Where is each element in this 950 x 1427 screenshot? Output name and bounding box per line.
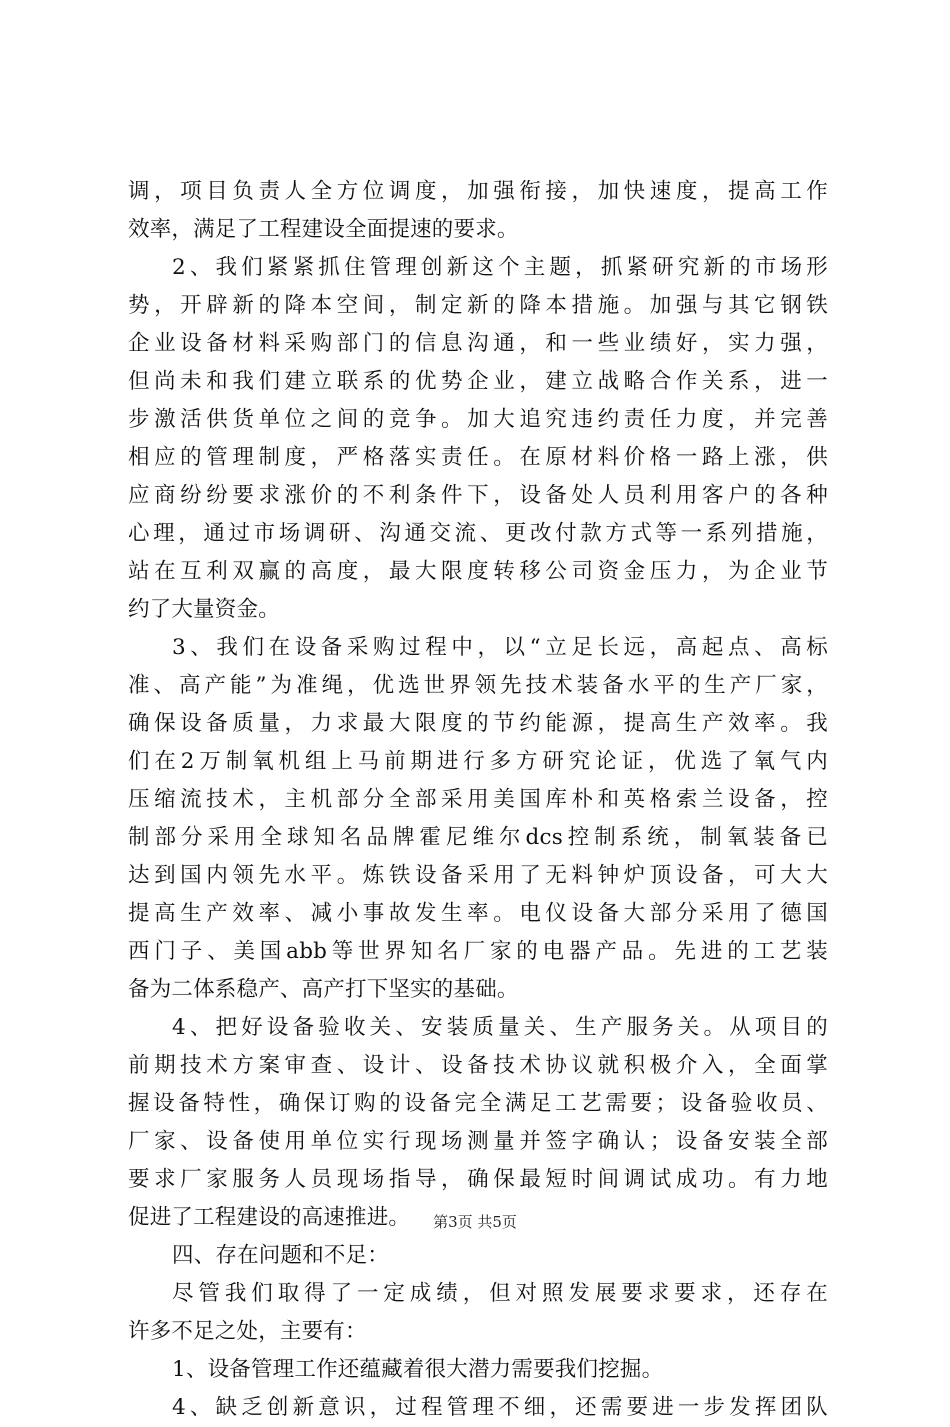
text-line: 势，开辟新的降本空间，制定新的降本措施。加强与其它钢铁 — [128, 293, 828, 318]
text-line: 4、把好设备验收关、安装质量关、生产服务关。从项目的 — [172, 1015, 828, 1040]
text-line: 效率，满足了工程建设全面提速的要求。 — [128, 217, 519, 242]
text-line: 1、设备管理工作还蕴藏着很大潜力需要我们挖掘。 — [172, 1357, 664, 1382]
text-line: 提高生产效率、减小事故发生率。电仪设备大部分采用了德国 — [128, 901, 828, 926]
text-line: 达到国内领先水平。炼铁设备采用了无料钟炉顶设备，可大大 — [128, 863, 828, 888]
text-line: 制部分采用全球知名品牌霍尼维尔dcs控制系统，制氧装备已 — [128, 825, 828, 850]
text-line: 企业设备材料采购部门的信息沟通，和一些业绩好，实力强， — [128, 331, 828, 356]
text-line: 调，项目负责人全方位调度，加强衔接，加快速度，提高工作 — [128, 179, 828, 204]
text-line: 站在互利双赢的高度，最大限度转移公司资金压力，为企业节 — [128, 559, 828, 584]
text-line: 前期技术方案审查、设计、设备技术协议就积极介入，全面掌 — [128, 1053, 828, 1078]
text-line: 3、我们在设备采购过程中，以“立足长远，高起点、高标 — [172, 635, 828, 660]
text-line: 心理，通过市场调研、沟通交流、更改付款方式等一系列措施， — [128, 521, 828, 546]
text-line: 应商纷纷要求涨价的不利条件下，设备处人员利用客户的各种 — [128, 483, 828, 508]
page-footer: 第3页 共5页 — [433, 1213, 517, 1231]
text-line: 尽管我们取得了一定成绩，但对照发展要求要求，还存在 — [172, 1281, 828, 1306]
text-line: 4、缺乏创新意识，过程管理不细，还需要进一步发挥团队 — [172, 1395, 828, 1420]
text-line: 约了大量资金。 — [128, 597, 280, 622]
text-line: 备为二体系稳产、高产打下坚实的基础。 — [128, 977, 519, 1002]
text-line: 2、我们紧紧抓住管理创新这个主题，抓紧研究新的市场形 — [172, 255, 828, 280]
text-line: 们在2万制氧机组上马前期进行多方研究论证，优选了氧气内 — [128, 749, 828, 774]
text-line: 握设备特性，确保订购的设备完全满足工艺需要；设备验收员、 — [128, 1091, 828, 1116]
text-line: 厂家、设备使用单位实行现场测量并签字确认；设备安装全部 — [128, 1129, 828, 1154]
text-line: 西门子、美国abb等世界知名厂家的电器产品。先进的工艺装 — [128, 939, 828, 964]
text-line: 相应的管理制度，严格落实责任。在原材料价格一路上涨，供 — [128, 445, 828, 470]
text-line: 压缩流技术，主机部分全部采用美国库朴和英格索兰设备，控 — [128, 787, 828, 812]
document-body — [128, 173, 828, 1427]
text-line: 步激活供货单位之间的竞争。加大追究违约责任力度，并完善 — [128, 407, 828, 432]
text-line: 但尚未和我们建立联系的优势企业，建立战略合作关系，进一 — [128, 369, 828, 394]
text-line: 许多不足之处，主要有： — [128, 1319, 367, 1344]
text-line: 确保设备质量，力求最大限度的节约能源，提高生产效率。我 — [128, 711, 828, 736]
text-line: 促进了工程建设的高速推进。 — [128, 1205, 411, 1230]
text-line: 要求厂家服务人员现场指导，确保最短时间调试成功。有力地 — [128, 1167, 828, 1192]
text-line: 准、高产能”为准绳，优选世界领先技术装备水平的生产厂家， — [128, 673, 828, 698]
text-line: 四、存在问题和不足： — [172, 1243, 390, 1268]
